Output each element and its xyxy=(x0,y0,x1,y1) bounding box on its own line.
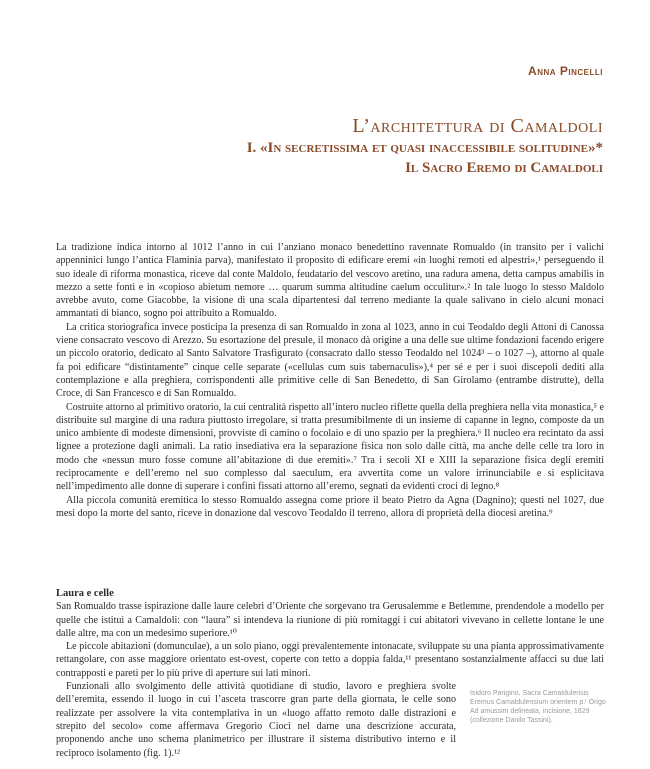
section-subtitle: Il Sacro Eremo di Camaldoli xyxy=(405,160,603,176)
section-heading: Laura e celle xyxy=(56,588,114,599)
paragraph: Costruite attorno al primitivo oratorio, la cui centralità rispetto all’intero nucleo riflette quella della preghiera nella vita monastica,⁵ e distribuite sul margine di una radura piuttosto irregolare, si tratta presumibilmente di un insieme di capanne in legno, composte da un unico ambiente di modeste dimensioni, provviste di camino o focolaio e di uno spazio per la preghiera.⁶ Il nucleo era recintato da assi lignee a protezione dagli animali. La ratio insediativa era la separazione fisica non solo dalle città, ma anche delle celle tra loro in modo che «nessun muro fosse comune all’abitazione di due eremiti».⁷ Tra i secoli XI e XIII la separazione fisica degli eremiti reciprocamente e dell’eremo nel suo complesso dal saeculum, era avvertita come un valore irrinunciabile e si esplicitava nell’impedimento alle donne di superare i confini fissati attorno all’eremo, segnati da evidenti croci di legno.⁸ xyxy=(56,401,604,493)
title-block xyxy=(247,114,603,178)
chapter-title: L’architettura di Camaldoli xyxy=(352,115,603,137)
body-text-upper xyxy=(56,241,604,520)
paragraph: Le piccole abitazioni (domunculae), a un solo piano, oggi prevalentemente intonacate, sviluppate su una pianta approssimativamente rettangolare, con asse maggiore orientato est-ovest, coperte con tetto a doppia falda,¹¹ presentano sostanzialmente affacci su due lati contrapposti e pareti per lo più prive di aperture sui lati minori. xyxy=(56,641,604,679)
narrow-column xyxy=(56,680,456,760)
section-title: I. «In secretissima et quasi inaccessibile solitudine»* xyxy=(246,140,603,156)
figure-caption: Isidoro Parigino, Sacra Camaldulensis Eremus Camaldulensium orientem p.ᵗ Origo Ad amussim delineata, incisione, 1629 (collezione Danilo Tassini). xyxy=(470,690,606,724)
body-text-lower xyxy=(56,575,604,760)
paragraph: Funzionali allo svolgimento delle attività quotidiane di studio, lavoro e preghiera svolte dell’eremita, essendo il luogo in cui l’asceta trascorre gran parte della giornata, le celle sono realizzate per assolvere la vita contemplativa in un «luogo affatto remoto dalle distrazioni e strepito del secolo» come affermava Gregorio Cioci nel darne una descrizione accurata, proponendo anche uno schema planimetrico per illustrare il sistema distributivo interno e il reciproco isolamento (fig. 1).¹² xyxy=(56,681,456,759)
paragraph: La critica storiografica invece posticipa la presenza di san Romualdo in zona al 1023, anno in cui Teodaldo degli Attoni di Canossa viene consacrato vescovo di Arezzo. Su esortazione del presule, il monaco dà origine a una delle sue ultime fondazioni facendo erigere un piccolo oratorio, dedicato al Santo Salvatore Trasfigurato (consacrato dallo stesso Teodaldo nel 1024³ – o 1027 –), attorno al quale fa poi edificare “distintamente” cinque celle separate («cellulas cum suis tabernaculis»),⁴ per sé e per i suoi discepoli dediti alla contemplazione e alla preghiera, corrispondenti alle primitive celle di San Benedetto, di San Girolamo (entrambe distrutte), della Croce, di San Francesco e di San Romualdo. xyxy=(56,321,604,400)
paragraph: San Romualdo trasse ispirazione dalle laure celebri d’Oriente che sorgevano tra Gerusalemme e Betlemme, prendendole a modello per quelle che istituì a Camaldoli: con “laura” si intendeva la riunione di più romitaggi i cui abitatori vivevano in cellette lontane le une dalle altre, ma con un medesimo superiore.¹⁰ xyxy=(56,601,604,639)
paragraph: La tradizione indica intorno al 1012 l’anno in cui l’anziano monaco benedettino ravennate Romualdo (in transito per i valichi appenninici lungo l’antica Flaminia parva), manifestato il proposito di edificare eremi «in luoghi remoti ed alpestri»,¹ perseguendo il suo ideale di riforma monastica, riceve dal conte Maldolo, feudatario del vescovo aretino, una radura amena, detta campus amabilis in mezzo a sette fonti e in «copioso abietum nemore … quarum summa altitudine caelum occulitur».² In tale luogo lo stesso Maldolo avrebbe avuto, come Giacobbe, la visione di una scala dipartentesi dal terreno mediante la quale salivano in cielo alcuni monaci ammantati di bianco, sogno poi attribuito a Romualdo. xyxy=(56,242,604,320)
author-name: Anna Pincelli xyxy=(528,64,603,78)
paragraph: Alla piccola comunità eremitica lo stesso Romualdo assegna come priore il beato Pietro da Agna (Dagnino); questi nel 1027, due mesi dopo la morte del santo, riceve in donazione dal vescovo Teodaldo il terreno, allora di proprietà della diocesi aretina.⁹ xyxy=(56,494,604,519)
